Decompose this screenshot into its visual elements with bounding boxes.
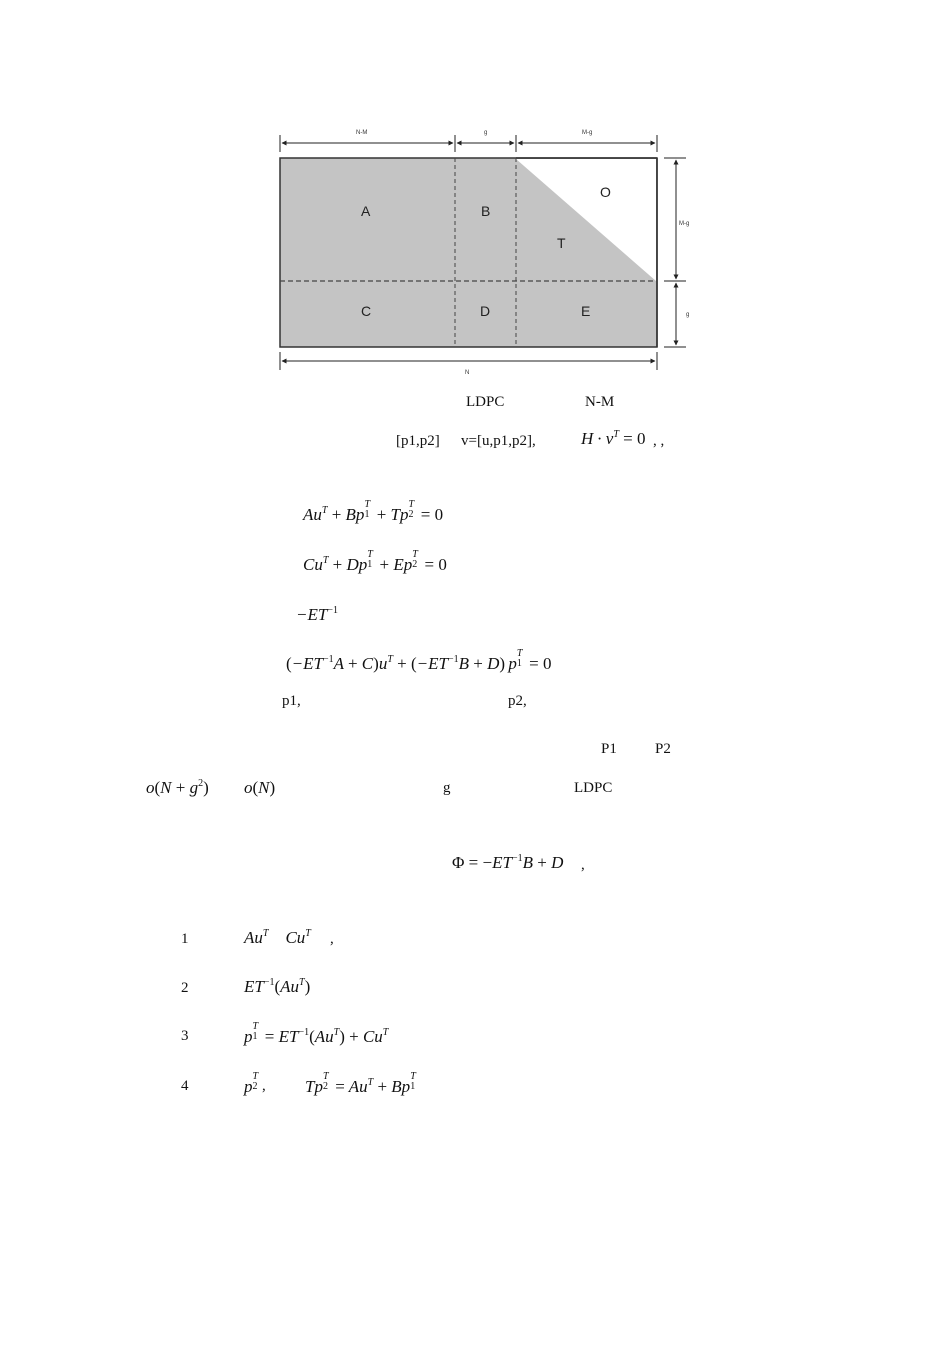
block-b: B — [481, 203, 491, 219]
step-4-number: 4 — [181, 1078, 189, 1094]
block-t: T — [557, 235, 566, 251]
parity-check-condition: $H \cdot v^T = 0$ — [581, 429, 646, 448]
dim-n-minus-m: N-M — [356, 130, 368, 136]
caption-left: LDPC — [466, 394, 505, 410]
label-P1: P1 — [601, 741, 617, 757]
label-p1: p1, — [282, 693, 301, 709]
dim-g: g — [484, 130, 488, 136]
block-o: O — [600, 184, 611, 200]
step-4-formula: Tp T 2 = $Au^T + Bp$ T 1 — [305, 1070, 416, 1096]
phi-definition: $\Phi = -ET^{-1}B + D$ — [452, 853, 564, 872]
step-2-number: 2 — [181, 980, 189, 996]
equation-neg-et-inverse: $-ET^{-1}$ — [296, 605, 338, 624]
equation-2: $Cu^T + Dp$ T 1 + Ep T 2 = 0 — [303, 548, 447, 574]
step-4-p2: p T 2 — [244, 1070, 259, 1096]
block-d: D — [480, 303, 491, 319]
step-1-formula: $Au^T$ $Cu^T$ — [244, 928, 311, 947]
vector-p: [p1,p2] — [396, 433, 440, 449]
matrix-structure-figure — [270, 125, 710, 380]
label-p2: p2, — [508, 693, 527, 709]
step-1-number: 1 — [181, 931, 189, 947]
equation-1: $Au^T + Bp$ T 1 + Tp T 2 = 0 — [303, 498, 444, 524]
dim-m-minus-g-right: M-g — [679, 221, 690, 227]
step-4-trail: , — [262, 1078, 266, 1094]
dim-m-minus-g: M-g — [582, 130, 593, 136]
complexity-g: g — [443, 780, 451, 796]
block-a: A — [361, 203, 371, 219]
step-3-formula: p T 1 = $ET^{-1}(Au^T) + Cu^T$ — [244, 1020, 389, 1046]
complexity-quadratic: $o(N + g^2)$ — [146, 778, 209, 797]
step-1-trail: , — [330, 931, 334, 947]
step-2-formula: $ET^{-1}(Au^T)$ — [244, 977, 311, 996]
block-c: C — [361, 303, 372, 319]
complexity-ldpc: LDPC — [574, 780, 613, 796]
block-e: E — [581, 303, 591, 319]
caption-right: N-M — [585, 394, 615, 410]
equation-3: $(-ET^{-1}A + C)u^T + (-ET^{-1}B + D)$ p T 1 = 0 — [286, 647, 552, 673]
dim-g-right: g — [686, 312, 690, 318]
phi-trail: , — [581, 857, 585, 873]
vector-v: v=[u,p1,p2], — [461, 433, 536, 449]
dim-n: N — [465, 370, 470, 376]
label-P2: P2 — [655, 741, 671, 757]
step-3-number: 3 — [181, 1028, 189, 1044]
para1-trail: , , — [653, 433, 665, 449]
neg-et-label: −ET — [296, 605, 328, 624]
complexity-linear: o(N) — [244, 778, 276, 797]
